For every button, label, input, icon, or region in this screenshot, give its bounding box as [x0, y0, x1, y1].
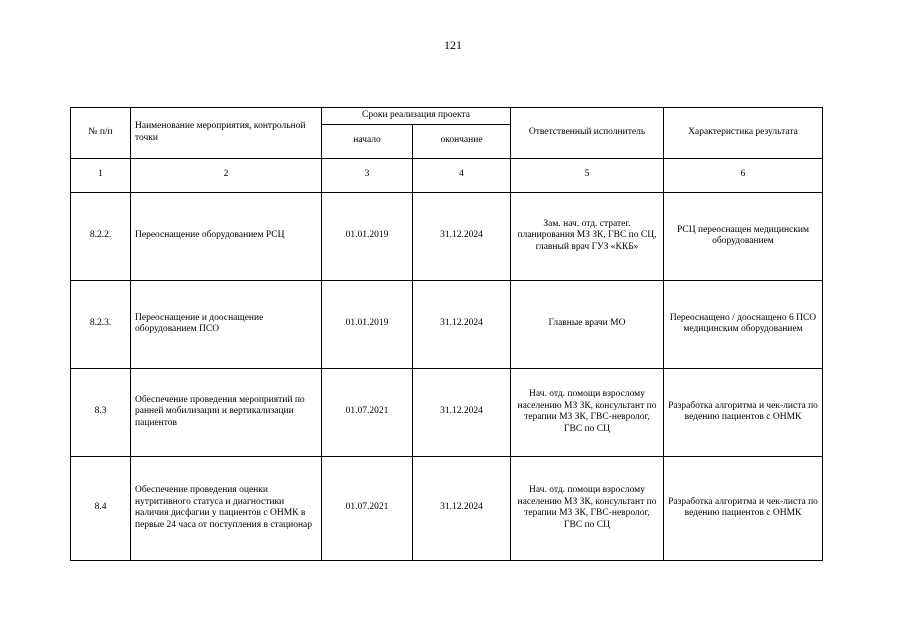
row-name: Переоснащение и дооснащение оборудованием ПСО — [131, 280, 322, 368]
column-number: 6 — [664, 158, 823, 192]
row-end-date: 31.12.2024 — [413, 280, 511, 368]
header-result: Характеристика результата — [664, 108, 823, 159]
row-result: Разработка алгоритма и чек-листа по ведению пациентов с ОНМК — [664, 368, 823, 456]
column-number: 3 — [322, 158, 413, 192]
row-start-date: 01.01.2019 — [322, 280, 413, 368]
table-row — [71, 456, 823, 560]
row-num: 8.4 — [71, 456, 131, 560]
row-start-date: 01.07.2021 — [322, 456, 413, 560]
row-name: Обеспечение проведения мероприятий по ранней мобилизации и вертикализации пациентов — [131, 368, 322, 456]
row-responsible: Главные врачи МО — [511, 280, 664, 368]
column-number: 1 — [71, 158, 131, 192]
column-number: 4 — [413, 158, 511, 192]
row-end-date: 31.12.2024 — [413, 456, 511, 560]
header-num: № п/п — [71, 108, 131, 159]
header-period: Сроки реализация проекта — [322, 108, 511, 125]
header-responsible: Ответственный исполнитель — [511, 108, 664, 159]
row-result: РСЦ переоснащен медицинским оборудованием — [664, 192, 823, 280]
row-result: Переоснащено / дооснащено 6 ПСО медицинским оборудованием — [664, 280, 823, 368]
header-end: окончание — [413, 124, 511, 158]
column-numbers-row — [71, 158, 823, 192]
table-row — [71, 280, 823, 368]
table-header-row — [71, 108, 823, 125]
row-num: 8.2.2. — [71, 192, 131, 280]
column-number: 2 — [131, 158, 322, 192]
row-responsible: Нач. отд. помощи взрослому населению МЗ ЗК, консультант по терапии МЗ ЗК, ГВС-невролог, ГВС по СЦ — [511, 368, 664, 456]
row-num: 8.2.3. — [71, 280, 131, 368]
row-responsible: Зам. нач. отд. стратег. планирования МЗ ЗК, ГВС по СЦ, главный врач ГУЗ «ККБ» — [511, 192, 664, 280]
column-number: 5 — [511, 158, 664, 192]
row-num: 8.3 — [71, 368, 131, 456]
row-responsible: Нач. отд. помощи взрослому населению МЗ ЗК, консультант по терапии МЗ ЗК, ГВС-невролог, ГВС по СЦ — [511, 456, 664, 560]
page-number: 121 — [444, 38, 462, 52]
row-name: Обеспечение проведения оценки нутритивного статуса и диагностики наличия дисфагии у пациентов с ОНМК в первые 24 часа от поступления в стационар — [131, 456, 322, 560]
row-start-date: 01.07.2021 — [322, 368, 413, 456]
row-start-date: 01.01.2019 — [322, 192, 413, 280]
activities-table — [70, 107, 823, 561]
row-end-date: 31.12.2024 — [413, 192, 511, 280]
row-result: Разработка алгоритма и чек-листа по ведению пациентов с ОНМК — [664, 456, 823, 560]
row-end-date: 31.12.2024 — [413, 368, 511, 456]
row-name: Переоснащение оборудованием РСЦ — [131, 192, 322, 280]
header-start: начало — [322, 124, 413, 158]
table-row — [71, 368, 823, 456]
table-row — [71, 192, 823, 280]
header-name: Наименование мероприятия, контрольной точки — [131, 108, 322, 159]
